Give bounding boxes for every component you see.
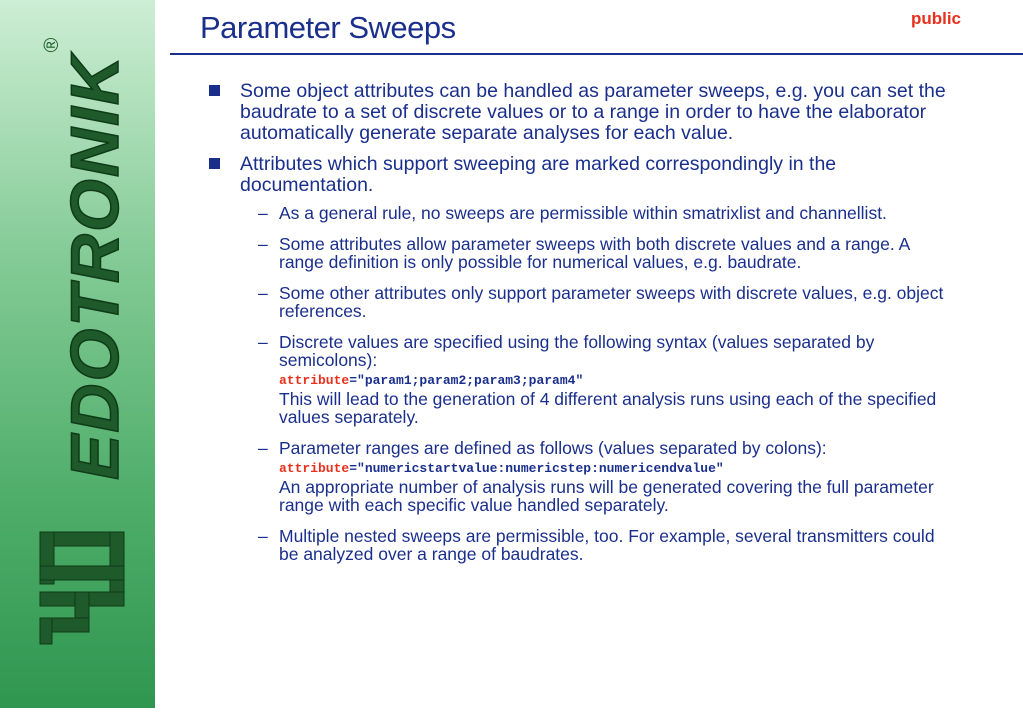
logo-symbol	[40, 532, 124, 644]
sub-bullet-item	[258, 235, 948, 271]
square-bullet-icon	[209, 85, 220, 96]
sub-bullet-followup: This will lead to the generation of 4 different analysis runs using each of the specified values separately.	[279, 389, 937, 427]
registered-mark: ®	[41, 37, 63, 53]
sub-bullet-text: As a general rule, no sweeps are permissible within smatrixlist and channellist.	[279, 203, 887, 223]
sub-bullet-text: Some other attributes only support parameter sweeps with discrete values, e.g. object references.	[279, 283, 944, 321]
bullet-text: Attributes which support sweeping are marked correspondingly in the documentation.	[240, 153, 837, 196]
code-attribute: attribute	[279, 373, 350, 388]
square-bullet-icon	[209, 158, 220, 169]
sub-bullet-text: Discrete values are specified using the following syntax (values separated by semicolons):	[279, 332, 875, 370]
sub-bullet-item	[258, 284, 948, 320]
sub-bullet-item	[258, 439, 948, 514]
code-quote: "	[575, 373, 584, 388]
code-equals: ="	[349, 461, 365, 476]
sub-bullet-followup: An appropriate number of analysis runs will be generated covering the full parameter range with each specific value handled separately.	[279, 477, 934, 515]
logo-graphic	[0, 0, 155, 708]
bullet-item	[208, 154, 948, 196]
code-value: param1;param2;param3;param4	[364, 373, 576, 388]
sub-bullet-text: Multiple nested sweeps are permissible, too. For example, several transmitters could be analyzed over a range of baudrates.	[279, 526, 935, 564]
logo-wordmark: EDOTRONIK	[57, 54, 133, 480]
sub-bullet-item	[258, 204, 948, 222]
title-divider	[170, 53, 1023, 55]
sub-bullet-text: Parameter ranges are defined as follows (values separated by colons):	[279, 438, 827, 458]
company-logo	[0, 0, 155, 708]
dash-bullet: –	[258, 332, 268, 352]
bullet-text: Some object attributes can be handled as parameter sweeps, e.g. you can set the baudrate to a set of discrete values or to a range in order to have the elaborator automatically generate separate analyses for each value.	[240, 80, 946, 144]
dash-bullet: –	[258, 234, 268, 254]
code-equals: ="	[349, 373, 365, 388]
dash-bullet: –	[258, 526, 268, 546]
page-title: Parameter Sweeps	[200, 10, 456, 45]
sub-bullet-item	[258, 527, 948, 563]
dash-bullet: –	[258, 203, 268, 223]
dash-bullet: –	[258, 283, 268, 303]
code-quote: "	[715, 461, 724, 476]
code-attribute: attribute	[279, 461, 350, 476]
bullet-item	[208, 81, 948, 144]
sub-bullet-item	[258, 333, 948, 426]
sub-bullet-text: Some attributes allow parameter sweeps with both discrete values and a range. A range definition is only possible for numerical values, e.g. baudrate.	[279, 234, 910, 272]
dash-bullet: –	[258, 438, 268, 458]
code-value: numericstartvalue:numericstep:numericendvalue	[364, 461, 716, 476]
classification-label: public	[910, 9, 961, 28]
slide-body	[208, 81, 948, 576]
